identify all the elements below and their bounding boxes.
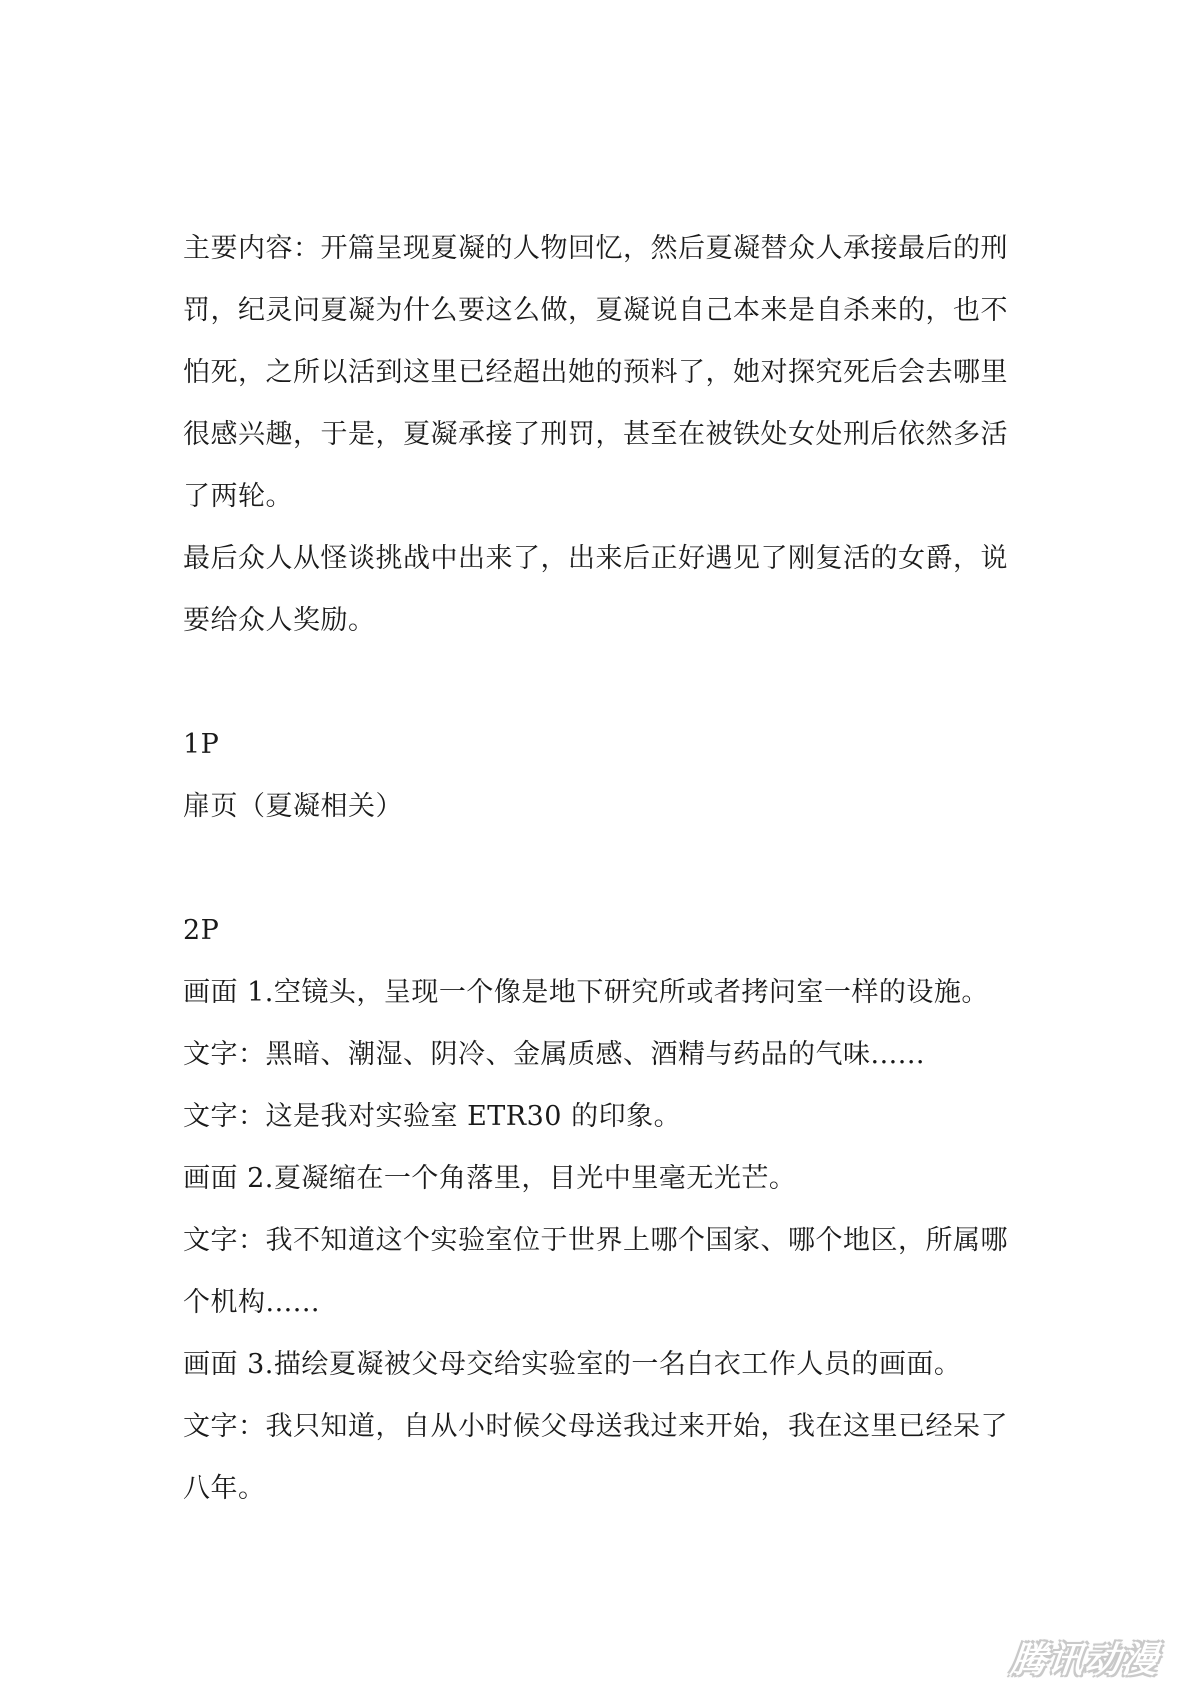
section-spacer [183, 838, 1033, 900]
page2-line: 画面 2.夏凝缩在一个角落里，目光中里毫无光芒。 [183, 1163, 797, 1194]
summary-line: 最后众人从怪谈挑战中出来了，出来后正好遇见了刚复活的女爵，说 [183, 543, 1008, 574]
summary-line: 很感兴趣，于是，夏凝承接了刑罚，甚至在被铁处女处刑后依然多活 [183, 419, 1008, 450]
section-spacer [183, 652, 1033, 714]
page-label: 2P [183, 915, 220, 946]
page2-line: 文字：这是我对实验室 ETR30 的印象。 [183, 1101, 682, 1132]
summary-section [183, 218, 1033, 652]
summary-line: 了两轮。 [183, 481, 293, 512]
page2-line: 画面 3.描绘夏凝被父母交给实验室的一名白衣工作人员的画面。 [183, 1349, 962, 1380]
summary-line: 要给众人奖励。 [183, 605, 376, 636]
script-document [183, 218, 1033, 1520]
summary-line: 主要内容：开篇呈现夏凝的人物回忆，然后夏凝替众人承接最后的刑 [183, 233, 1008, 264]
page2-section [183, 900, 1033, 1520]
page2-line: 个机构...... [183, 1287, 320, 1318]
page-label: 1P [183, 729, 220, 760]
summary-line: 怕死，之所以活到这里已经超出她的预料了，她对探究死后会去哪里 [183, 357, 1008, 388]
page2-line: 文字：我不知道这个实验室位于世界上哪个国家、哪个地区，所属哪 [183, 1225, 1008, 1256]
page2-line: 八年。 [183, 1473, 266, 1504]
page2-line: 文字：黑暗、潮湿、阴冷、金属质感、酒精与药品的气味...... [183, 1039, 925, 1070]
summary-line: 罚，纪灵问夏凝为什么要这么做，夏凝说自己本来是自杀来的，也不 [183, 295, 1008, 326]
page1-line: 扉页（夏凝相关） [183, 791, 403, 822]
page2-line: 画面 1.空镜头，呈现一个像是地下研究所或者拷问室一样的设施。 [183, 977, 989, 1008]
page2-line: 文字：我只知道，自从小时候父母送我过来开始，我在这里已经呆了 [183, 1411, 1008, 1442]
page1-section [183, 714, 1033, 838]
watermark-logo: 腾讯动漫 [1008, 1639, 1161, 1681]
